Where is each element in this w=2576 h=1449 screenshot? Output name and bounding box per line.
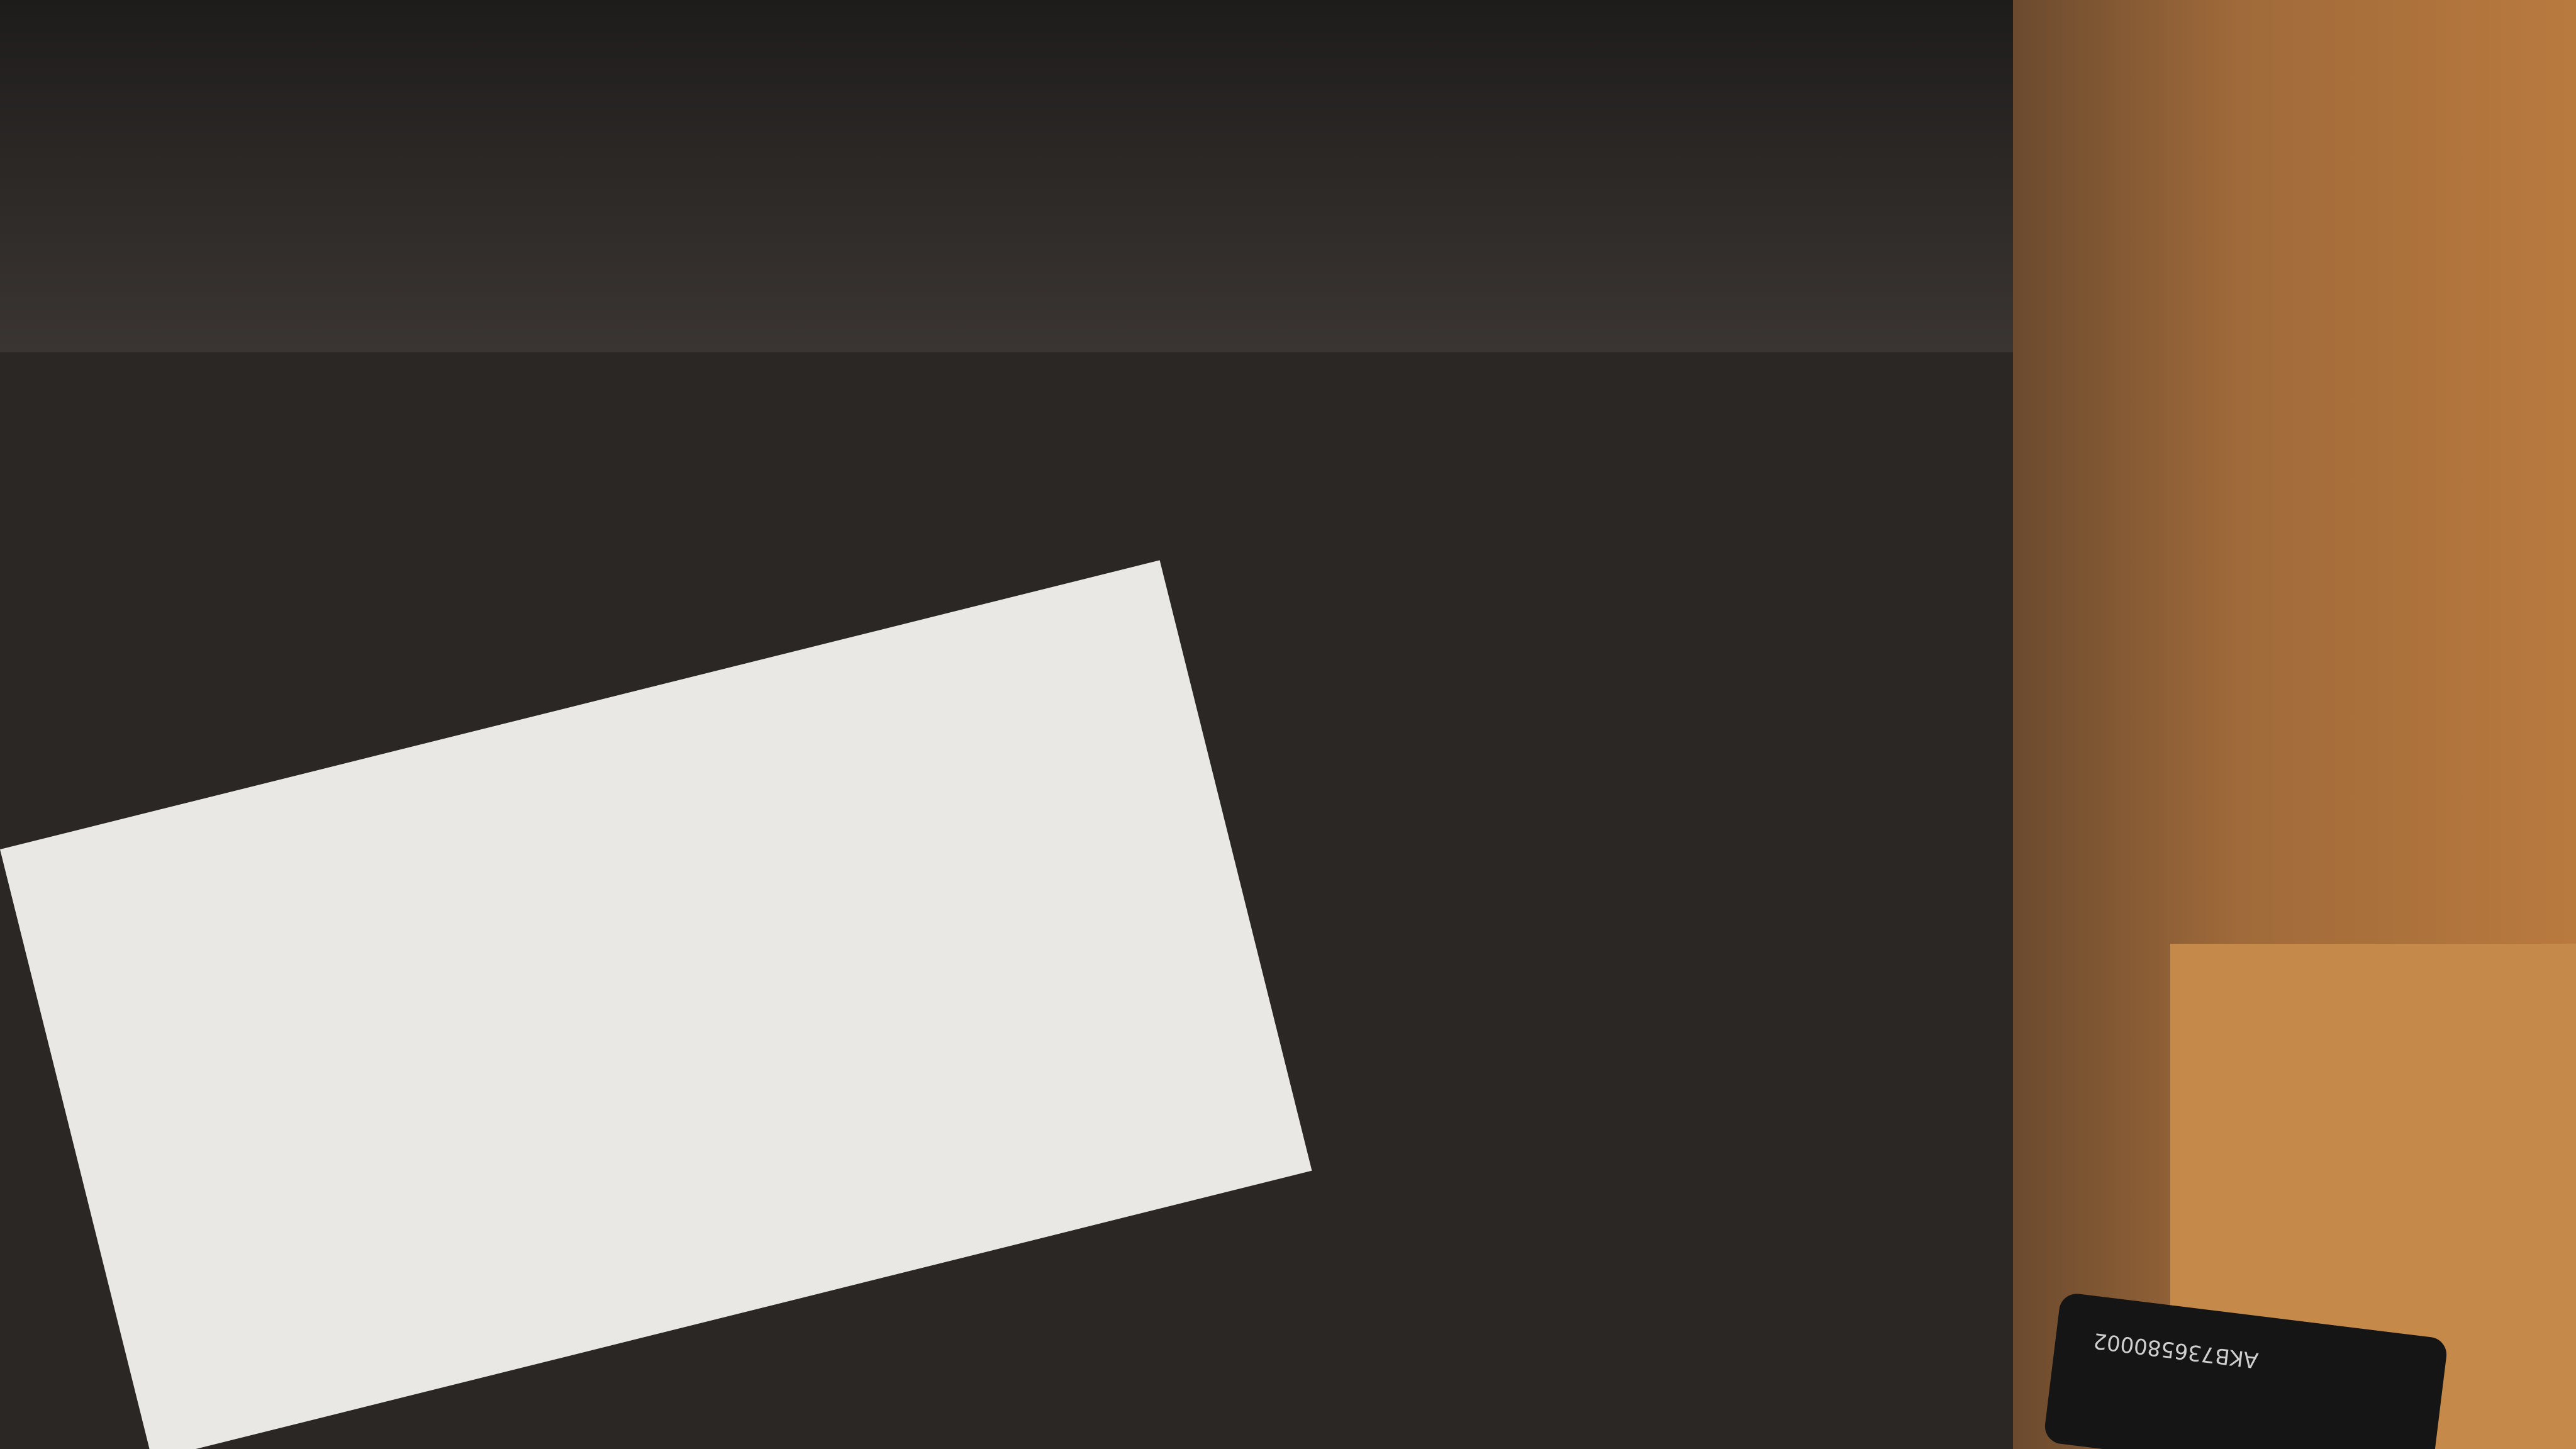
background-paper (0, 560, 1312, 1449)
phone-label: AKB736580002 (2092, 1328, 2260, 1373)
